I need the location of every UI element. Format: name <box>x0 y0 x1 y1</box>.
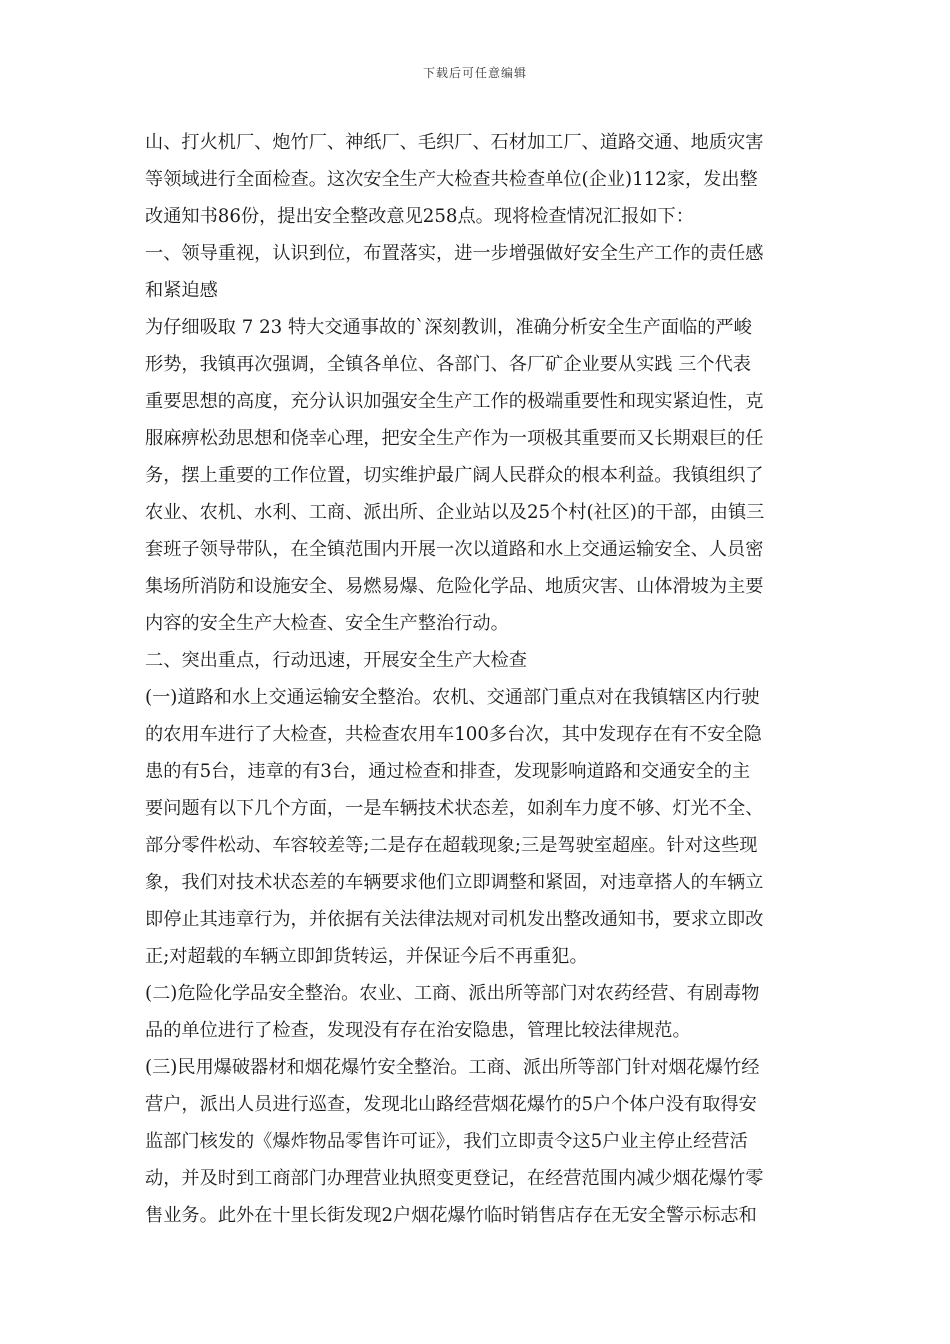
text-line: 要问题有以下几个方面，一是车辆技术状态差，如刹车力度不够、灯光不全、 <box>145 798 764 819</box>
text-line: 监部门核发的《爆炸物品零售许可证》，我们立即责令这5户业主停止经营活 <box>145 1131 748 1152</box>
text-line: 内容的安全生产大检查、安全生产整治行动。 <box>145 613 509 634</box>
text-line: 即停止其违章行为，并依据有关法律法规对司机发出整改通知书，要求立即改 <box>145 909 764 930</box>
text-line: 农业、农机、水利、工商、派出所、企业站以及25个村(社区)的干部，由镇三 <box>145 502 765 523</box>
text-line: 山、打火机厂、炮竹厂、神纸厂、毛织厂、石材加工厂、道路交通、地质灾害 <box>145 132 764 153</box>
text-line: 集场所消防和设施安全、易燃易爆、危险化学品、地质灾害、山体滑坡为主要 <box>145 576 764 597</box>
text-line: 动，并及时到工商部门办理营业执照变更登记，在经营范围内减少烟花爆竹零 <box>145 1168 764 1189</box>
text-line: 营户，派出人员进行巡查，发现北山路经营烟花爆竹的5户个体户没有取得安 <box>145 1094 757 1115</box>
subsection-3: (三)民用爆破器材和烟花爆竹安全整治。工商、派出所等部门针对烟花爆竹经 <box>145 1057 760 1078</box>
text-line: 象，我们对技术状态差的车辆要求他们立即调整和紧固，对违章搭人的车辆立 <box>145 872 764 893</box>
text-line: 重要思想的高度，充分认识加强安全生产工作的极端重要性和现实紧迫性，克 <box>145 391 764 412</box>
text-line: 改通知书86份，提出安全整改意见258点。现将检查情况汇报如下： <box>145 206 694 227</box>
subsection-1: (一)道路和水上交通运输安全整治。农机、交通部门重点对在我镇辖区内行驶 <box>145 687 760 708</box>
subsection-2: (二)危险化学品安全整治。农业、工商、派出所等部门对农药经营、有剧毒物 <box>145 983 760 1004</box>
text-line: 正;对超载的车辆立即卸货转运，并保证今后不再重犯。 <box>145 946 588 967</box>
text-line: 患的有5台，违章的有3台，通过检查和排查，发现影响道路和交通安全的主 <box>145 761 751 782</box>
section-heading-1-cont: 和紧迫感 <box>145 280 218 301</box>
text-line: 为仔细吸取 7 23 特大交通事故的`深刻教训，准确分析安全生产面临的严峻 <box>145 317 752 338</box>
section-heading-2: 二、突出重点，行动迅速，开展安全生产大检查 <box>145 650 527 671</box>
text-line: 品的单位进行了检查，发现没有存在治安隐患，管理比较法律规范。 <box>145 1020 691 1041</box>
document-body <box>145 124 811 1234</box>
section-heading-1: 一、领导重视，认识到位，布置落实，进一步增强做好安全生产工作的责任感 <box>145 243 764 264</box>
text-line: 服麻痹松劲思想和侥幸心理，把安全生产作为一项极其重要而又长期艰巨的任 <box>145 428 764 449</box>
text-line: 套班子领导带队，在全镇范围内开展一次以道路和水上交通运输安全、人员密 <box>145 539 764 560</box>
page-header: 下载后可任意编辑 <box>422 66 527 80</box>
text-line: 售业务。此外在十里长街发现2户烟花爆竹临时销售店存在无安全警示标志和 <box>145 1205 757 1226</box>
text-line: 务，摆上重要的工作位置，切实维护最广阔人民群众的根本利益。我镇组织了 <box>145 465 764 486</box>
text-line: 部分零件松动、车容较差等;二是存在超载现象;三是驾驶室超座。针对这些现 <box>145 835 758 856</box>
text-line: 等领域进行全面检查。这次安全生产大检查共检查单位(企业)112家，发出整 <box>145 169 758 190</box>
text-line: 的农用车进行了大检查，共检查农用车100多台次，其中发现存在有不安全隐 <box>145 724 762 745</box>
text-line: 形势，我镇再次强调，全镇各单位、各部门、各厂矿企业要从实践 三个代表 <box>145 354 751 375</box>
